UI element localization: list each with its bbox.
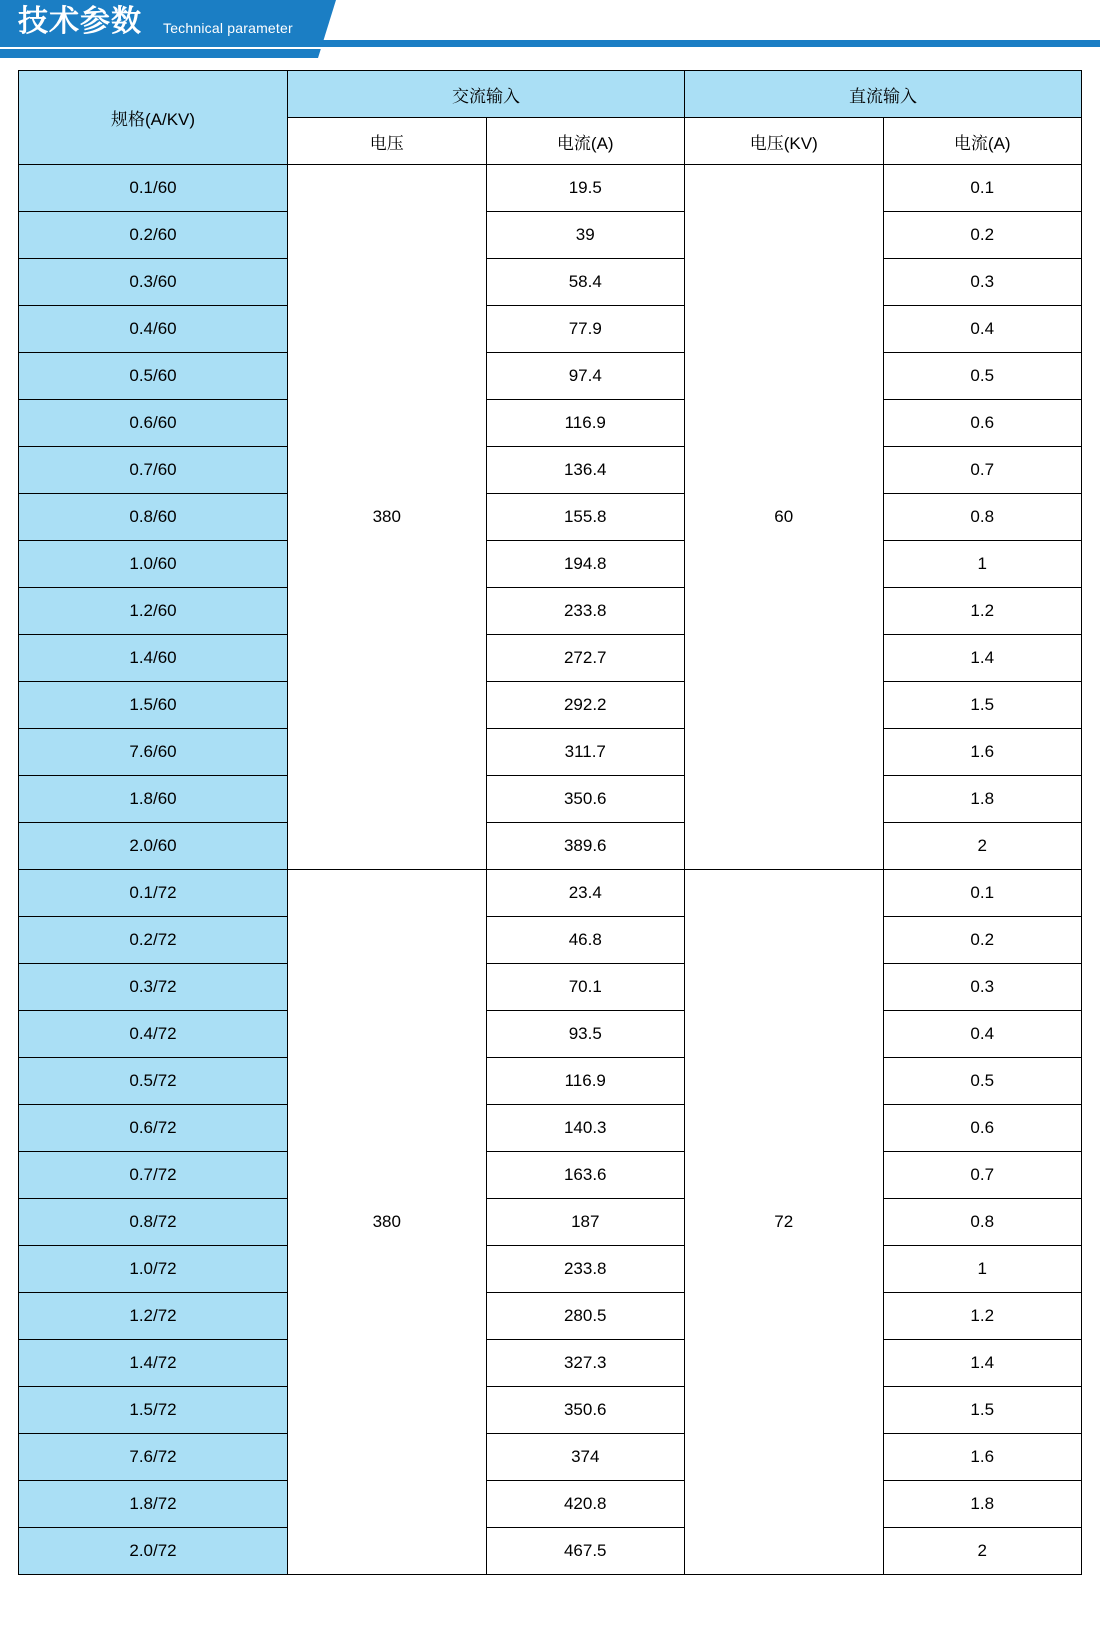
cell-ac-current: 292.2 [486, 682, 685, 729]
spec-table-head [19, 71, 1082, 165]
cell-dc-current: 2 [883, 823, 1082, 870]
table-row [19, 917, 1082, 964]
cell-ac-current: 194.8 [486, 541, 685, 588]
cell-ac-current: 467.5 [486, 1528, 685, 1575]
cell-spec: 0.2/72 [19, 917, 288, 964]
cell-spec: 1.2/60 [19, 588, 288, 635]
cell-dc-current: 1.2 [883, 1293, 1082, 1340]
cell-dc-current: 1 [883, 541, 1082, 588]
table-row [19, 1293, 1082, 1340]
cell-dc-current: 1.5 [883, 1387, 1082, 1434]
cell-spec: 0.5/60 [19, 353, 288, 400]
cell-dc-current: 1.8 [883, 776, 1082, 823]
cell-ac-current: 187 [486, 1199, 685, 1246]
cell-spec: 0.5/72 [19, 1058, 288, 1105]
cell-dc-current: 0.8 [883, 1199, 1082, 1246]
table-row [19, 1011, 1082, 1058]
cell-spec: 0.6/60 [19, 400, 288, 447]
cell-dc-current: 0.1 [883, 870, 1082, 917]
cell-ac-voltage: 380 [288, 870, 487, 1575]
cell-ac-current: 136.4 [486, 447, 685, 494]
cell-spec: 0.6/72 [19, 1105, 288, 1152]
table-row [19, 494, 1082, 541]
cell-ac-current: 311.7 [486, 729, 685, 776]
cell-spec: 2.0/60 [19, 823, 288, 870]
table-row [19, 823, 1082, 870]
cell-spec: 1.5/60 [19, 682, 288, 729]
header-dc-current: 电流(A) [883, 118, 1082, 165]
cell-ac-current: 272.7 [486, 635, 685, 682]
cell-spec: 0.7/72 [19, 1152, 288, 1199]
table-row [19, 964, 1082, 1011]
cell-dc-current: 0.3 [883, 964, 1082, 1011]
page-subtitle: Technical parameter [163, 20, 293, 36]
table-row [19, 1481, 1082, 1528]
cell-spec: 1.5/72 [19, 1387, 288, 1434]
cell-dc-current: 0.8 [883, 494, 1082, 541]
cell-dc-current: 0.7 [883, 1152, 1082, 1199]
cell-spec: 0.1/72 [19, 870, 288, 917]
cell-dc-current: 0.4 [883, 306, 1082, 353]
table-row [19, 353, 1082, 400]
cell-dc-current: 0.5 [883, 1058, 1082, 1105]
cell-dc-current: 1.2 [883, 588, 1082, 635]
cell-dc-voltage: 72 [685, 870, 884, 1575]
table-row [19, 541, 1082, 588]
cell-dc-current: 0.5 [883, 353, 1082, 400]
cell-dc-current: 0.7 [883, 447, 1082, 494]
cell-spec: 1.8/60 [19, 776, 288, 823]
table-row [19, 306, 1082, 353]
cell-dc-current: 2 [883, 1528, 1082, 1575]
table-row [19, 870, 1082, 917]
cell-ac-current: 389.6 [486, 823, 685, 870]
banner-rule-inner [0, 47, 1100, 49]
cell-spec: 0.2/60 [19, 212, 288, 259]
cell-spec: 0.8/72 [19, 1199, 288, 1246]
cell-spec: 1.8/72 [19, 1481, 288, 1528]
page-banner [0, 0, 1100, 58]
header-ac-input: 交流输入 [288, 71, 685, 118]
header-ac-voltage: 电压 [288, 118, 487, 165]
cell-spec: 0.3/60 [19, 259, 288, 306]
table-row [19, 400, 1082, 447]
table-row [19, 635, 1082, 682]
cell-ac-current: 350.6 [486, 1387, 685, 1434]
header-spec: 规格(A/KV) [19, 71, 288, 165]
cell-dc-current: 0.3 [883, 259, 1082, 306]
spec-table [18, 70, 1082, 1575]
cell-ac-current: 374 [486, 1434, 685, 1481]
cell-ac-current: 155.8 [486, 494, 685, 541]
cell-ac-current: 233.8 [486, 1246, 685, 1293]
table-row [19, 729, 1082, 776]
cell-ac-current: 70.1 [486, 964, 685, 1011]
cell-spec: 1.2/72 [19, 1293, 288, 1340]
cell-spec: 0.4/72 [19, 1011, 288, 1058]
table-row [19, 1340, 1082, 1387]
page-title: 技术参数 [18, 5, 142, 38]
cell-spec: 0.8/60 [19, 494, 288, 541]
cell-ac-current: 327.3 [486, 1340, 685, 1387]
table-row [19, 1387, 1082, 1434]
table-row [19, 165, 1082, 212]
cell-spec: 0.4/60 [19, 306, 288, 353]
cell-spec: 0.1/60 [19, 165, 288, 212]
cell-dc-current: 0.4 [883, 1011, 1082, 1058]
table-row [19, 1528, 1082, 1575]
cell-ac-current: 280.5 [486, 1293, 685, 1340]
table-row [19, 447, 1082, 494]
table-row [19, 1246, 1082, 1293]
table-row [19, 1152, 1082, 1199]
cell-dc-current: 0.2 [883, 212, 1082, 259]
cell-ac-current: 116.9 [486, 1058, 685, 1105]
cell-spec: 0.7/60 [19, 447, 288, 494]
cell-spec: 7.6/60 [19, 729, 288, 776]
cell-ac-current: 23.4 [486, 870, 685, 917]
table-row [19, 1105, 1082, 1152]
cell-ac-current: 420.8 [486, 1481, 685, 1528]
cell-ac-current: 163.6 [486, 1152, 685, 1199]
cell-dc-current: 1.4 [883, 1340, 1082, 1387]
table-row [19, 1058, 1082, 1105]
cell-spec: 1.0/72 [19, 1246, 288, 1293]
cell-ac-current: 350.6 [486, 776, 685, 823]
header-dc-input: 直流输入 [685, 71, 1082, 118]
cell-spec: 1.0/60 [19, 541, 288, 588]
cell-spec: 2.0/72 [19, 1528, 288, 1575]
cell-ac-current: 140.3 [486, 1105, 685, 1152]
banner-rule [0, 40, 1100, 47]
cell-spec: 1.4/60 [19, 635, 288, 682]
cell-dc-current: 1.6 [883, 729, 1082, 776]
table-row [19, 259, 1082, 306]
cell-dc-current: 1.4 [883, 635, 1082, 682]
cell-ac-current: 39 [486, 212, 685, 259]
cell-dc-current: 1.6 [883, 1434, 1082, 1481]
cell-spec: 0.3/72 [19, 964, 288, 1011]
cell-dc-current: 1.8 [883, 1481, 1082, 1528]
cell-dc-voltage: 60 [685, 165, 884, 870]
header-ac-current: 电流(A) [486, 118, 685, 165]
table-header-row-1 [19, 71, 1082, 118]
spec-table-body [19, 165, 1082, 1575]
cell-spec: 1.4/72 [19, 1340, 288, 1387]
header-dc-voltage: 电压(KV) [685, 118, 884, 165]
table-row [19, 212, 1082, 259]
cell-ac-current: 97.4 [486, 353, 685, 400]
cell-ac-current: 233.8 [486, 588, 685, 635]
cell-dc-current: 1 [883, 1246, 1082, 1293]
table-row [19, 776, 1082, 823]
cell-dc-current: 0.1 [883, 165, 1082, 212]
cell-ac-current: 19.5 [486, 165, 685, 212]
cell-dc-current: 1.5 [883, 682, 1082, 729]
spec-table-container [0, 58, 1100, 1575]
cell-dc-current: 0.6 [883, 1105, 1082, 1152]
cell-ac-current: 77.9 [486, 306, 685, 353]
table-row [19, 682, 1082, 729]
table-row [19, 1199, 1082, 1246]
cell-ac-current: 46.8 [486, 917, 685, 964]
table-row [19, 1434, 1082, 1481]
cell-ac-current: 93.5 [486, 1011, 685, 1058]
cell-dc-current: 0.2 [883, 917, 1082, 964]
cell-ac-current: 116.9 [486, 400, 685, 447]
cell-spec: 7.6/72 [19, 1434, 288, 1481]
cell-dc-current: 0.6 [883, 400, 1082, 447]
cell-ac-current: 58.4 [486, 259, 685, 306]
cell-ac-voltage: 380 [288, 165, 487, 870]
table-row [19, 588, 1082, 635]
